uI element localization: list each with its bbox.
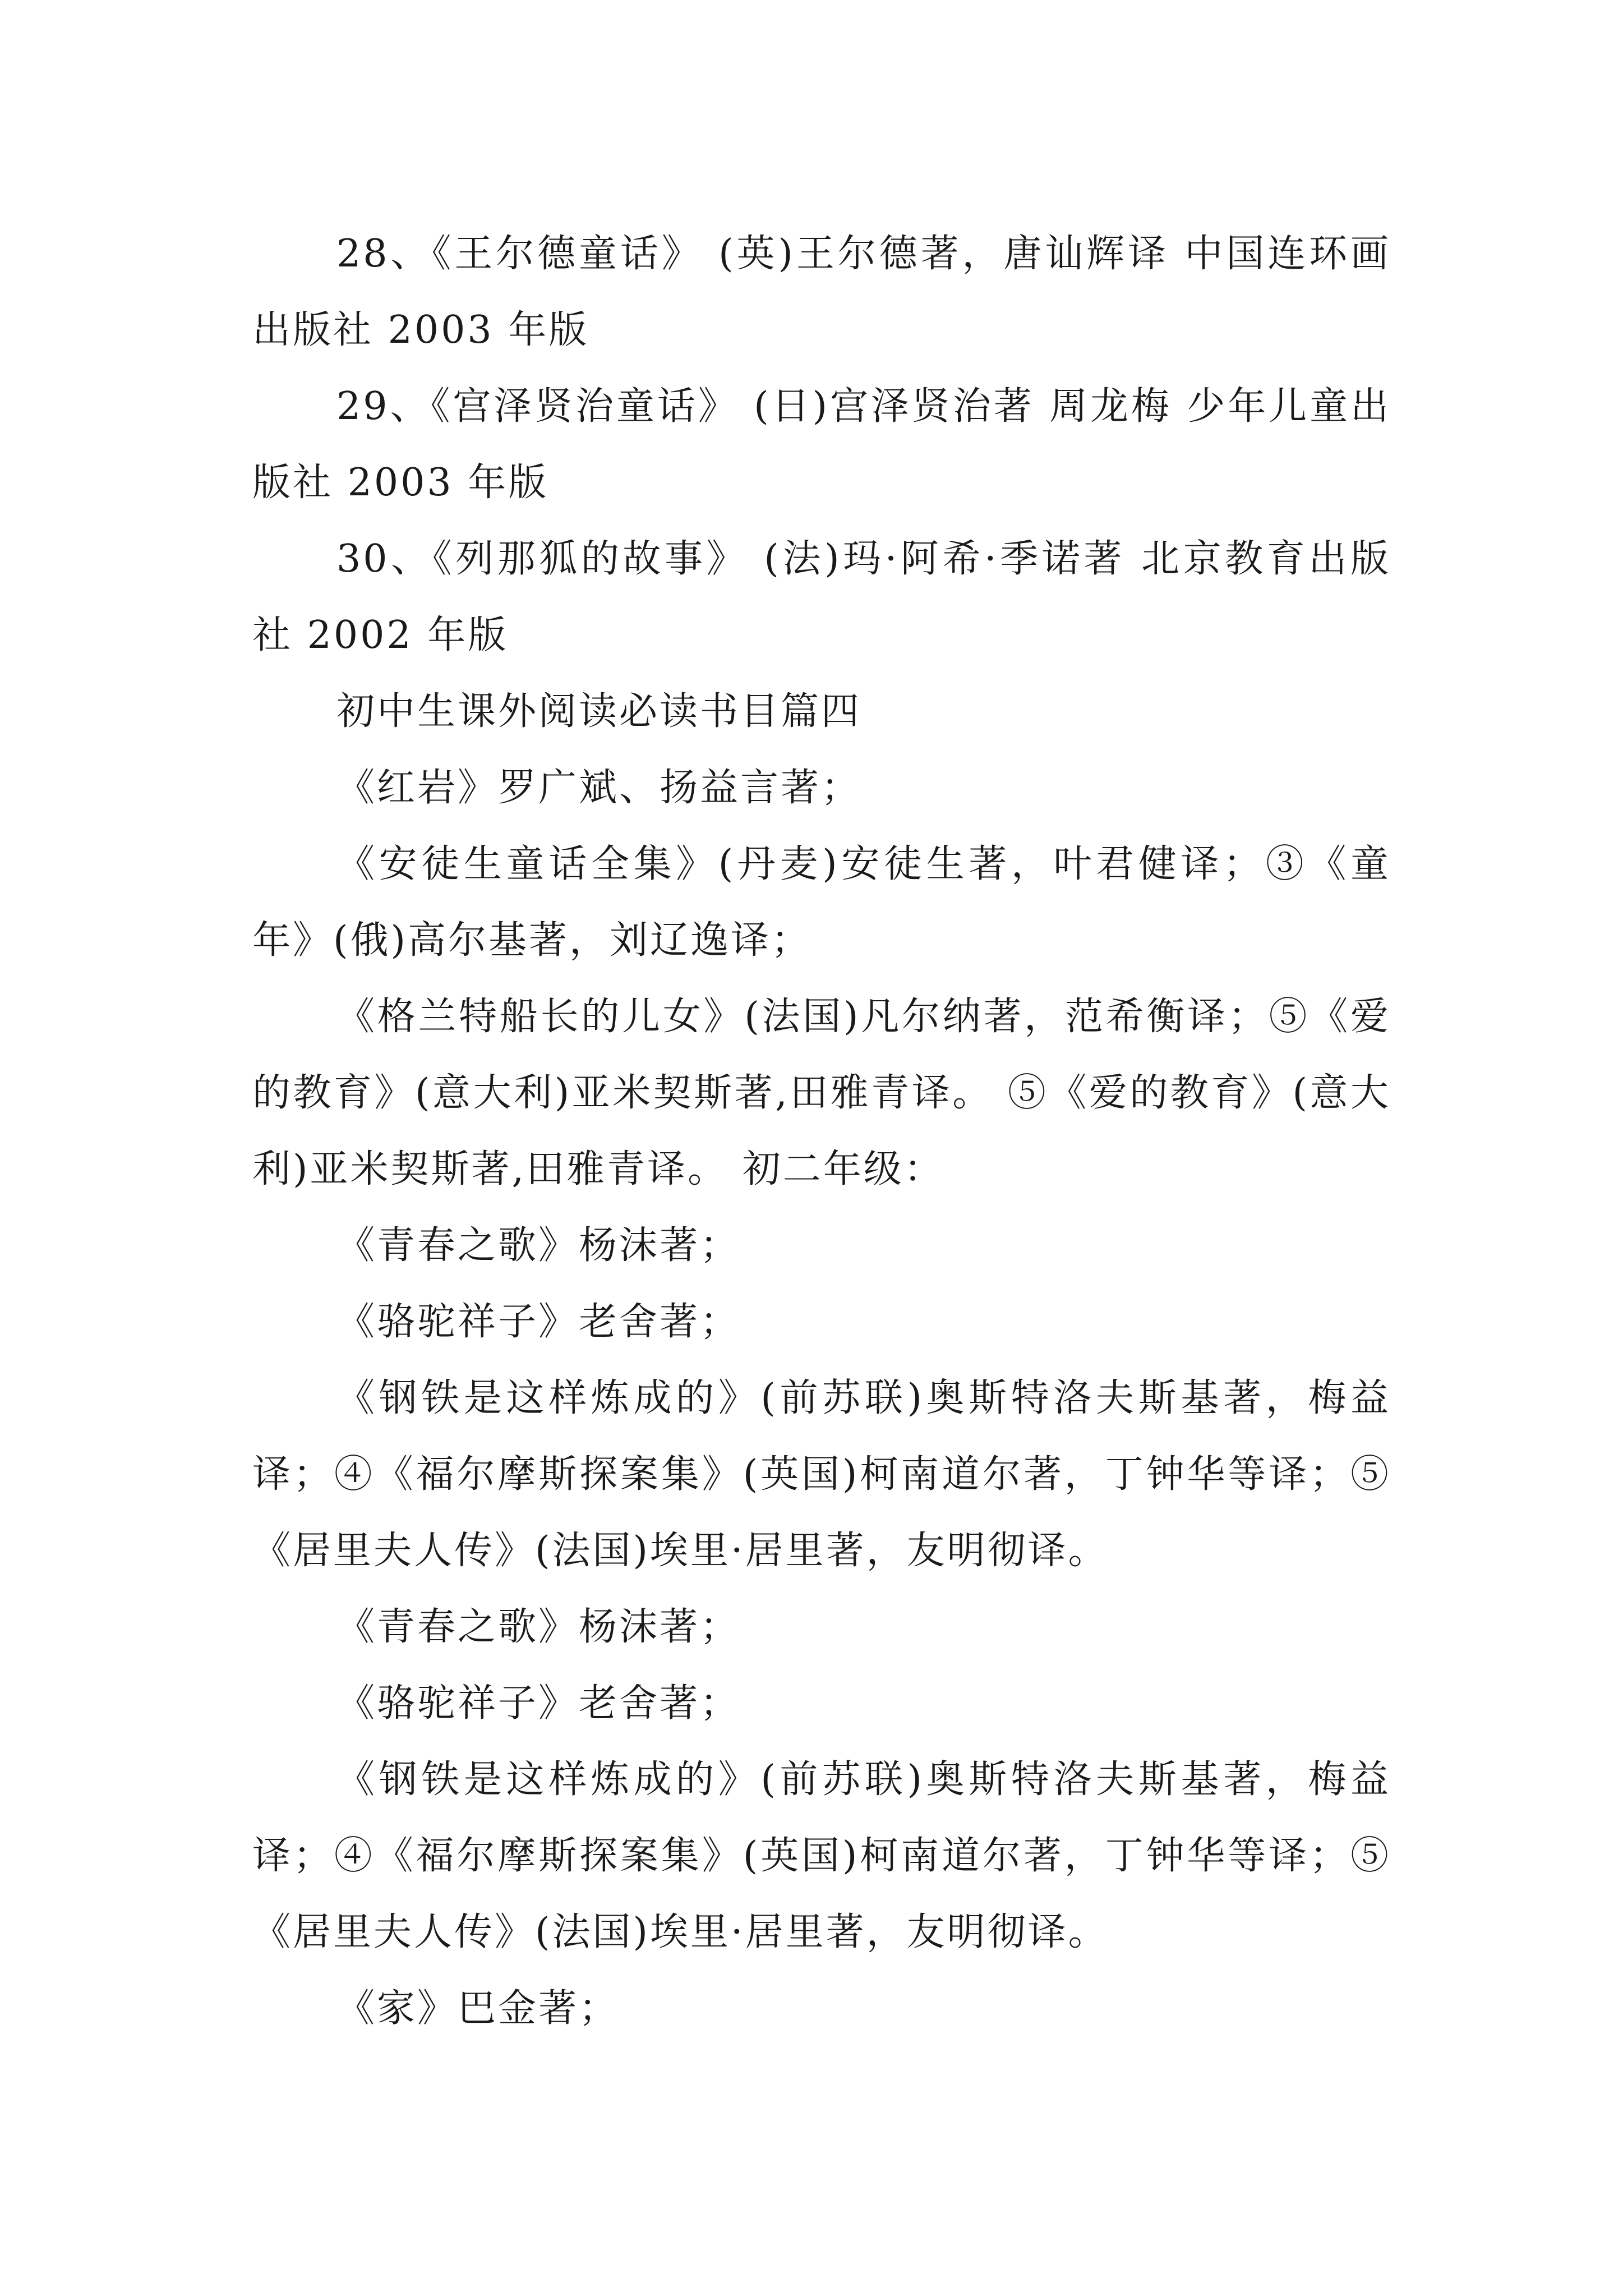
paragraph-jia: 《家》巴金著；: [336, 1986, 620, 2031]
paragraph-luotuo-2: 《骆驼祥子》老舍著；: [336, 1681, 741, 1726]
section-heading: 初中生课外阅读必读书目篇四: [336, 689, 862, 734]
paragraph-item-28: 28、《王尔德童话》 (英)王尔德著，唐讪辉译 中国连环画出版社 2003 年版: [252, 232, 1391, 352]
paragraph-gangtie-2: 《钢铁是这样炼成的》(前苏联)奥斯特洛夫斯基著，梅益译；④《福尔摩斯探案集》(英国)柯南道尔著，丁钟华等译；⑤《居里夫人传》(法国)埃里·居里著，友明彻译。: [252, 1757, 1391, 1954]
paragraph-luotuo-1: 《骆驼祥子》老舍著；: [336, 1300, 741, 1344]
paragraph-grant: 《格兰特船长的儿女》(法国)凡尔纳著，范希衡译；⑤《爱的教育》(意大利)亚米契斯著,田雅青译。 ⑤《爱的教育》(意大利)亚米契斯著,田雅青译。 初二年级：: [252, 995, 1391, 1191]
document-body: [252, 216, 1391, 2047]
paragraph-item-29: 29、《宫泽贤治童话》 (日)宫泽贤治著 周龙梅 少年儿童出版社 2003 年版: [252, 384, 1391, 505]
paragraph-andersen: 《安徒生童话全集》(丹麦)安徒生著，叶君健译；③《童年》(俄)高尔基著，刘辽逸译；: [252, 842, 1391, 963]
paragraph-qingchun-2: 《青春之歌》杨沫著；: [336, 1605, 741, 1649]
paragraph-qingchun-1: 《青春之歌》杨沫著；: [336, 1223, 741, 1268]
paragraph-gangtie-1: 《钢铁是这样炼成的》(前苏联)奥斯特洛夫斯基著，梅益译；④《福尔摩斯探案集》(英国)柯南道尔著，丁钟华等译；⑤《居里夫人传》(法国)埃里·居里著，友明彻译。: [252, 1376, 1391, 1573]
paragraph-item-30: 30、《列那狐的故事》 (法)玛·阿希·季诺著 北京教育出版社 2002 年版: [252, 537, 1391, 657]
paragraph-hongyan: 《红岩》罗广斌、扬益言著；: [336, 766, 862, 810]
